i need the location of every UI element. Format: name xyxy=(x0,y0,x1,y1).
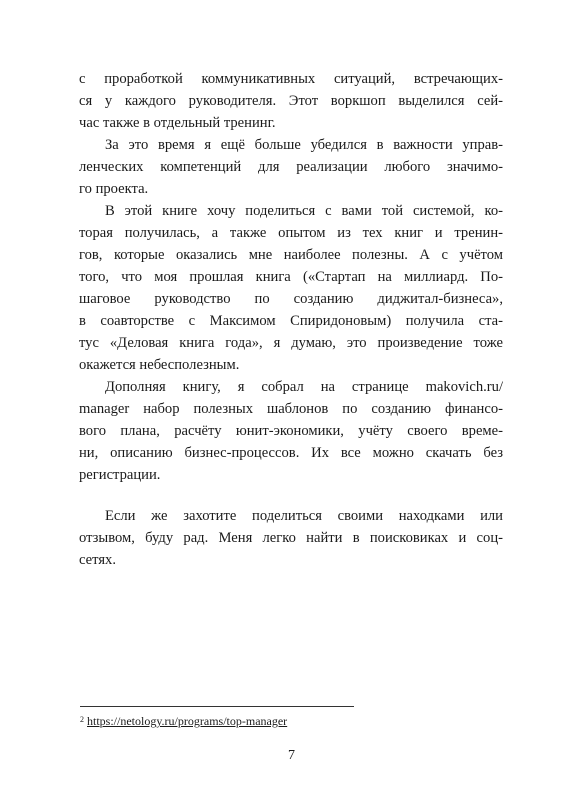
text-line: того, что моя прошлая книга («Стартап на миллиард. По- xyxy=(79,269,503,285)
footnote-marker: 2 xyxy=(80,715,84,724)
paragraph xyxy=(79,505,503,571)
text-line: регистрации. xyxy=(79,467,161,483)
text-line: шаговое руководство по созданию диджитал-бизнеса», xyxy=(79,291,503,307)
paragraph xyxy=(79,200,503,376)
text-line: отзывом, буду рад. Меня легко найти в поисковиках и соц- xyxy=(79,530,503,546)
text-line: Если же захотите поделиться своими находками или xyxy=(105,508,503,524)
text-line: вого плана, расчёту юнит-экономики, учёту своего време- xyxy=(79,423,503,439)
text-line: Дополняя книгу, я собрал на странице makovich.ru/ xyxy=(105,379,503,395)
footnote xyxy=(80,713,287,729)
text-line: За это время я ещё больше убедился в важности управ- xyxy=(105,137,503,153)
text-line: ни, описанию бизнес-процессов. Их все можно скачать без xyxy=(79,445,503,461)
text-line: В этой книге хочу поделиться с вами той системой, ко- xyxy=(105,203,503,219)
text-line: manager набор полезных шаблонов по созданию финансо- xyxy=(79,401,503,417)
paragraph-gap xyxy=(79,486,503,505)
paragraph xyxy=(79,68,503,134)
body-text xyxy=(79,68,503,571)
text-line: торая получилась, а также опытом из тех книг и тренин- xyxy=(79,225,503,241)
text-line: окажется небесполезным. xyxy=(79,357,240,373)
text-line: гов, которые оказались мне наиболее полезны. А с учётом xyxy=(79,247,503,263)
paragraph xyxy=(79,376,503,486)
page-number: 7 xyxy=(288,748,295,763)
text-line: сетях. xyxy=(79,552,116,568)
footnote-divider xyxy=(80,706,354,707)
text-line: в соавторстве с Максимом Спиридоновым) получила ста- xyxy=(79,313,503,329)
text-line: тус «Деловая книга года», я думаю, это произведение тоже xyxy=(79,335,503,351)
text-line: ленческих компетенций для реализации любого значимо- xyxy=(79,159,503,175)
text-line: го проекта. xyxy=(79,181,149,197)
text-line: ся у каждого руководителя. Этот воркшоп выделился сей- xyxy=(79,93,503,109)
text-line: с проработкой коммуникативных ситуаций, встречающих- xyxy=(79,71,503,87)
text-line: час также в отдельный тренинг. xyxy=(79,115,276,131)
footnote-link[interactable]: https://netology.ru/programs/top-manager xyxy=(87,714,288,728)
paragraph xyxy=(79,134,503,200)
